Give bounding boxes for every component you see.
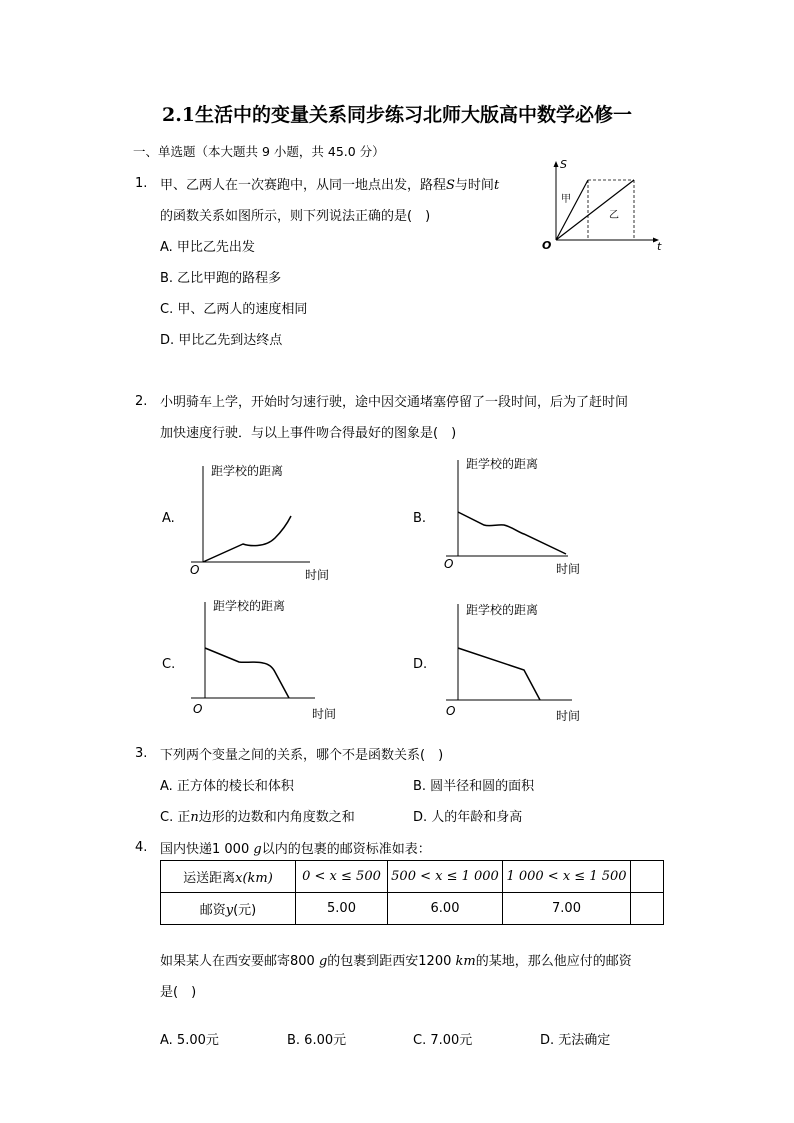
table-cell-value1: 5.00	[296, 893, 388, 925]
header-distance-var: x(km)	[235, 871, 273, 886]
table-cell-empty	[631, 893, 664, 925]
q1-line1-a: 甲、乙两人在一次赛跑中，从同一地点出发，路程	[160, 178, 447, 193]
q1-y-arrow	[554, 161, 559, 167]
q3-option-c-pre: C. 正	[160, 810, 191, 825]
table-cell-header-distance	[161, 861, 296, 893]
q1-line2: 的函数关系如图所示，则下列说法正确的是( )	[160, 209, 431, 224]
q2d-xlabel: 时间	[556, 709, 581, 723]
q2-graph-d	[440, 598, 600, 726]
q2-option-d[interactable]: D.	[413, 657, 428, 672]
table-cell-header-range3: 1 000 < x ≤ 1 500	[503, 861, 631, 893]
q3-number: 3.	[135, 746, 148, 761]
q4-text-post: 以内的包裹的邮资标准如表：	[261, 842, 431, 857]
q2b-ylabel: 距学校的距离	[466, 457, 539, 471]
q4-text-pre: 国内快递1 000	[160, 842, 254, 857]
q2-line2: 加快速度行驶．与以上事件吻合得最好的图象是( )	[160, 426, 457, 441]
table-cell-header-range2: 500 < x ≤ 1 000	[388, 861, 503, 893]
q1-var-s: S	[446, 178, 455, 193]
q2-line1: 小明骑车上学，开始时匀速行驶，途中因交通堵塞停留了一段时间，后为了赶时间	[160, 395, 629, 410]
q3-var-n: n	[190, 810, 199, 825]
q1-option-b[interactable]: B. 乙比甲跑的路程多	[160, 271, 282, 286]
q2-option-a[interactable]: A.	[162, 511, 175, 526]
q1-ylabel: S	[560, 158, 567, 171]
postage-unit: (元)	[233, 903, 257, 918]
table-cell-postage-label	[161, 893, 296, 925]
q3-option-b[interactable]: B. 圆半径和圆的面积	[413, 779, 535, 794]
q4-line1-a: 如果某人在西安要邮寄800	[160, 954, 319, 969]
q1-graph	[538, 158, 668, 253]
q4-line1-km: km	[455, 954, 476, 969]
q1-number: 1.	[135, 176, 148, 191]
q4-line2: 是( )	[160, 985, 197, 1000]
q2-graph-c	[185, 596, 345, 724]
q1-line-yi	[556, 180, 634, 240]
q1-label-jia: 甲	[561, 194, 571, 205]
q3-option-a[interactable]: A. 正方体的棱长和体积	[160, 779, 294, 794]
q4-option-d[interactable]: D. 无法确定	[540, 1033, 611, 1048]
q4-line1-g: g	[318, 954, 328, 969]
q2-option-c[interactable]: C.	[162, 657, 176, 672]
q1-xlabel: t	[657, 240, 662, 253]
header-distance-label: 运送距离	[183, 871, 236, 886]
q3-option-c[interactable]	[160, 806, 355, 825]
q3-option-d[interactable]: D. 人的年龄和身高	[413, 810, 523, 825]
q1-option-a[interactable]: A. 甲比乙先出发	[160, 240, 255, 255]
table-cell-value2: 6.00	[388, 893, 503, 925]
q2a-curve	[203, 516, 291, 562]
q2a-origin: O	[190, 563, 200, 577]
q3-option-c-post: 边形的边数和内角度数之和	[198, 810, 355, 825]
q2b-curve	[458, 512, 566, 554]
q2a-ylabel: 距学校的距离	[211, 464, 284, 478]
q2a-xlabel: 时间	[305, 568, 330, 582]
q1-origin: O	[542, 239, 552, 252]
table-cell-header-range1: 0 < x ≤ 500	[296, 861, 388, 893]
q4-var-g: g	[253, 842, 262, 857]
q1-line1-b: 与时间	[454, 178, 494, 193]
postage-var: y	[225, 903, 234, 918]
q2-graph-a	[185, 458, 345, 586]
table-cell-value3: 7.00	[503, 893, 631, 925]
table-row	[161, 893, 664, 925]
q2c-curve	[205, 648, 289, 698]
q2c-ylabel: 距学校的距离	[213, 599, 286, 613]
q4-option-a[interactable]: A. 5.00元	[160, 1033, 219, 1048]
q1-option-d[interactable]: D. 甲比乙先到达终点	[160, 333, 283, 348]
q4-line1-b: 的包裹到距西安1200	[327, 954, 456, 969]
q1-line1	[160, 174, 499, 193]
q2d-ylabel: 距学校的距离	[466, 603, 539, 617]
q1-label-yi: 乙	[609, 210, 619, 221]
q4-number: 4.	[135, 840, 148, 855]
q2c-xlabel: 时间	[312, 707, 337, 721]
q2-graph-b	[440, 452, 600, 580]
section-heading: 一、单选题（本大题共 9 小题，共 45.0 分）	[133, 144, 385, 159]
q1-option-c[interactable]: C. 甲、乙两人的速度相同	[160, 302, 308, 317]
q4-text	[160, 838, 431, 857]
postage-label: 邮资	[199, 903, 226, 918]
q2b-origin: O	[444, 557, 454, 571]
q2-number: 2.	[135, 394, 148, 409]
q1-line-jia	[556, 180, 588, 240]
page-title: 2.1生活中的变量关系同步练习北师大版高中数学必修一	[161, 104, 633, 126]
q2b-xlabel: 时间	[556, 562, 581, 576]
q2d-curve	[458, 648, 540, 700]
postage-table	[160, 860, 664, 925]
q4-option-b[interactable]: B. 6.00元	[287, 1033, 347, 1048]
q4-line1	[160, 950, 632, 969]
q4-line1-c: 的某地，那么他应付的邮资	[475, 954, 632, 969]
q2-option-b[interactable]: B.	[413, 511, 427, 526]
q2c-origin: O	[193, 702, 203, 716]
table-row	[161, 861, 664, 893]
table-cell-empty	[631, 861, 664, 893]
q3-text: 下列两个变量之间的关系，哪个不是函数关系( )	[160, 748, 444, 763]
q2d-origin: O	[446, 704, 456, 718]
q1-var-t: t	[493, 178, 500, 193]
q4-option-c[interactable]: C. 7.00元	[413, 1033, 473, 1048]
